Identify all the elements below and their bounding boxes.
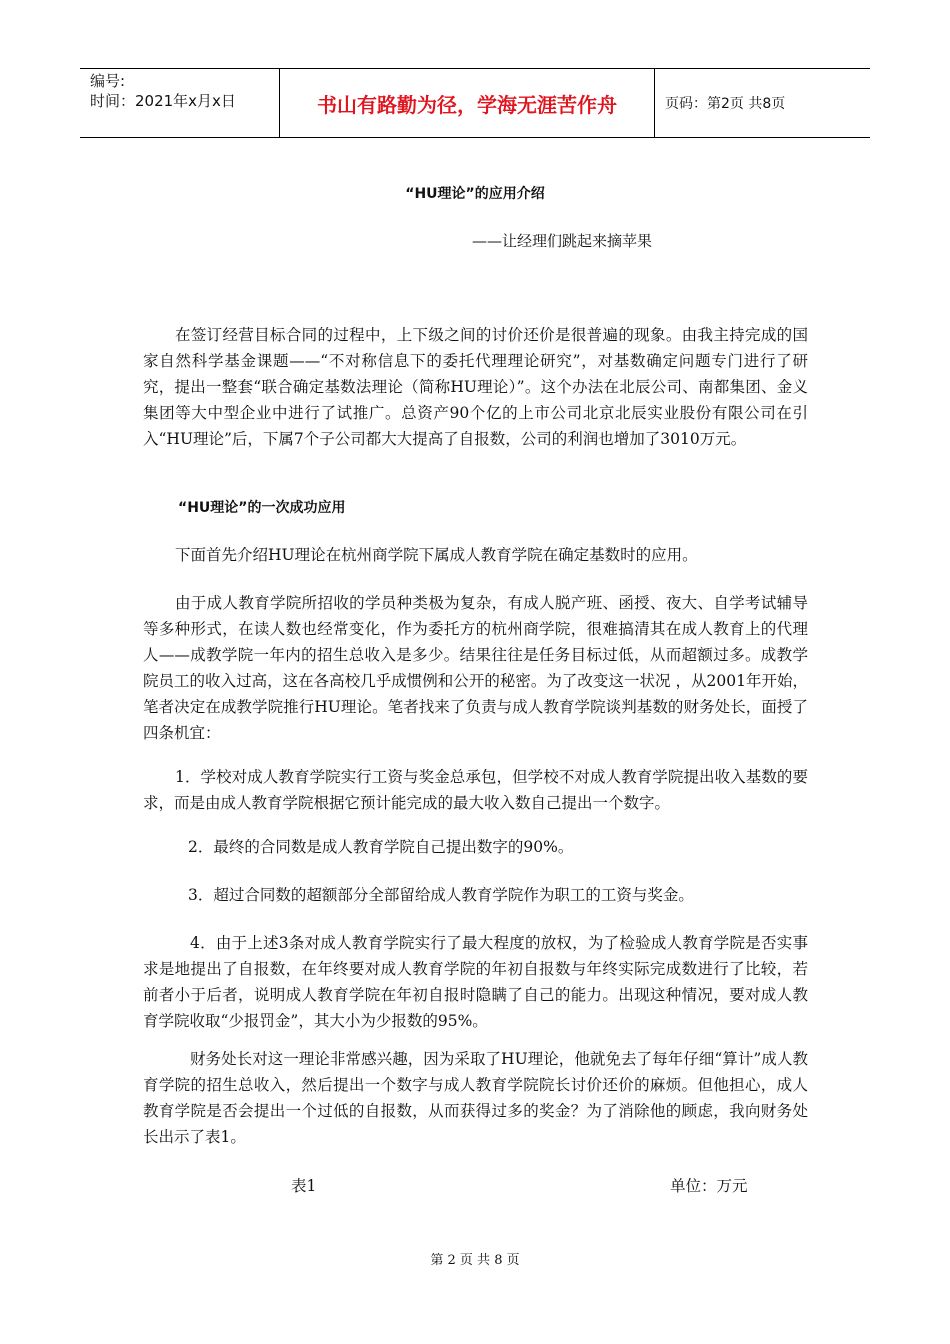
document-header: [80, 68, 870, 138]
article-subtitle: ——让经理们跳起来摘苹果: [472, 232, 653, 250]
list-item-1: 1．学校对成人教育学院实行工资与奖金总承包，但学校不对成人教育学院提出收入基数的要求，而是由成人教育学院根据它预计能完成的最大收入数自己提出一个数字。: [143, 768, 808, 812]
table-caption: 表1: [291, 1177, 317, 1195]
header-meta: [80, 69, 280, 137]
paragraph-director: 财务处长对这一理论非常感兴趣，因为采取了HU理论，他就免去了每年仔细“算计”成人教育学院的招生总收入，然后提出一个数字与成人教育学院院长讨价还价的麻烦。但他担心，成人教育学院是否会提出一个过低的自报数，从而获得过多的奖金？为了消除他的顾虑，我向财务处长出示了表1。: [143, 1050, 808, 1146]
time-label: 时间：2021年x月x日: [90, 92, 236, 110]
list-item-3: 3．超过合同数的超额部分全部留给成人教育学院作为职工的工资与奖金。: [188, 886, 694, 904]
number-label: 编号:: [90, 72, 126, 90]
page-footer: 第 2 页 共 8 页: [430, 1253, 520, 1268]
list-item-4: 4．由于上述3条对成人教育学院实行了最大程度的放权，为了检验成人教育学院是否实事求是地提出了自报数，在年终要对成人教育学院的年初自报数与年终实际完成数进行了比较，若前者小于后者，说明成人教育学院在年初自报时隐瞒了自己的能力。出现这种情况，要对成人教育学院收取“少报罚金”，其大小为少报数的95%。: [143, 934, 808, 1030]
header-motto: 书山有路勤为径，学海无涯苦作舟: [280, 69, 655, 137]
header-page-info: 页码：第2页 共8页: [665, 96, 786, 112]
article-title: “HU理论”的应用介绍: [405, 186, 545, 202]
paragraph-background: 由于成人教育学院所招收的学员种类极为复杂，有成人脱产班、函授、夜大、自学考试辅导等多种形式，在读人数也经常变化，作为委托方的杭州商学院，很难搞清其在成人教育上的代理人——成教学院一年内的招生总收入是多少。结果往往是任务目标过低，从而超额过多。成教学院员工的收入过高，这在各高校几乎成惯例和公开的秘密。为了改变这一状况 ，从2001年开始，笔者决定在成教学院推行HU理论。笔者找来了负责与成人教育学院谈判基数的财务处长，面授了四条机宜：: [143, 594, 808, 742]
paragraph-intro: 在签订经营目标合同的过程中，上下级之间的讨价还价是很普遍的现象。由我主持完成的国家自然科学基金课题——“不对称信息下的委托代理理论研究”，对基数确定问题专门进行了研究，提出一整套“联合确定基数法理论（简称HU理论）”。这个办法在北辰公司、南都集团、金义集团等大中型企业中进行了试推广。总资产90个亿的上市公司北京北辰实业股份有限公司在引入“HU理论”后，下属7个子公司都大大提高了自报数，公司的利润也增加了3010万元。: [143, 326, 808, 448]
paragraph-overview: 下面首先介绍HU理论在杭州商学院下属成人教育学院在确定基数时的应用。: [175, 546, 698, 564]
list-item-2: 2．最终的合同数是成人教育学院自己提出数字的90%。: [188, 838, 574, 856]
section-heading: “HU理论”的一次成功应用: [178, 500, 346, 516]
table-unit: 单位：万元: [670, 1177, 748, 1195]
